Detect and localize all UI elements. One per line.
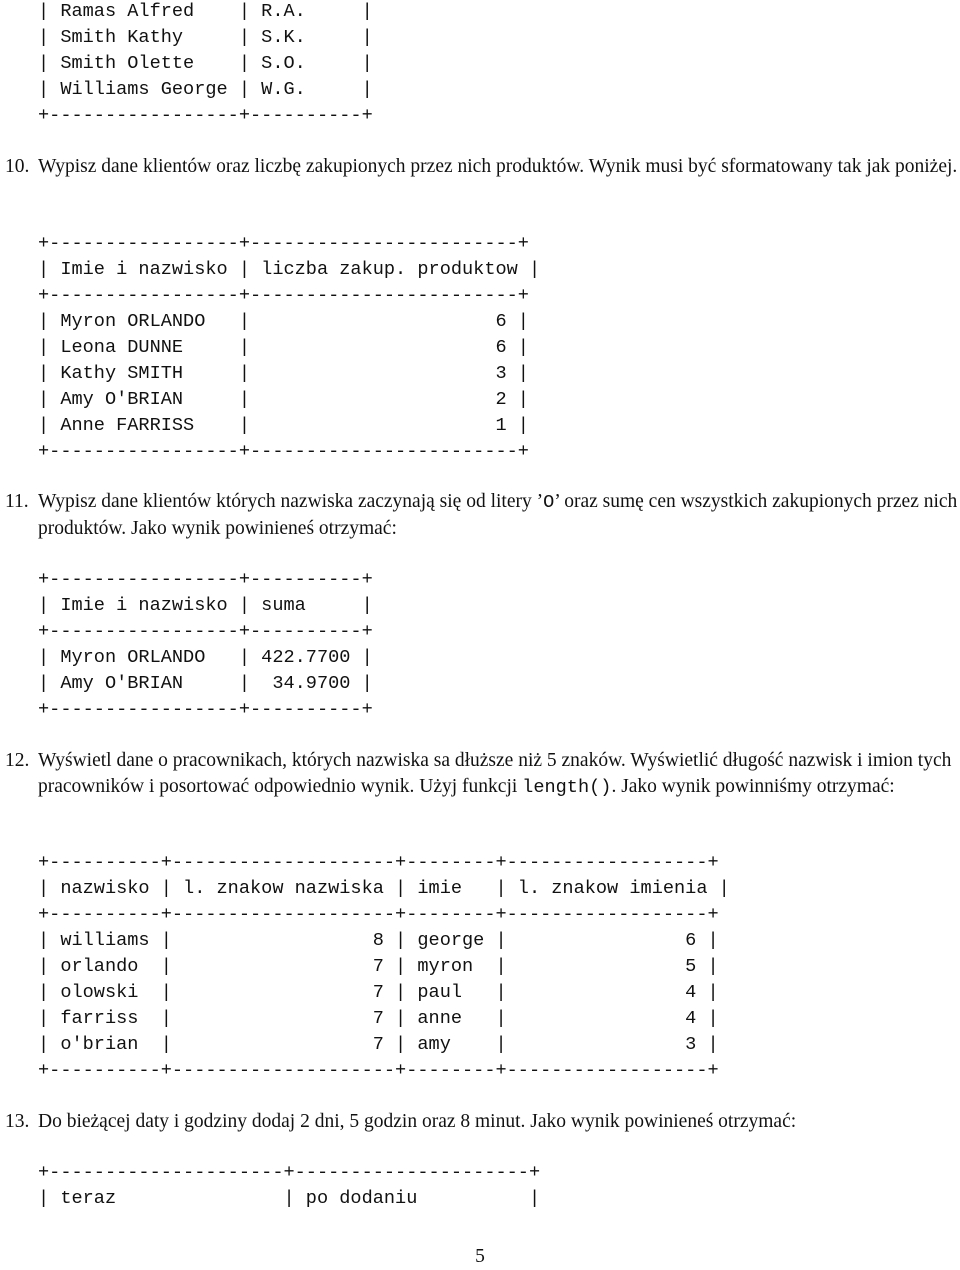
table-line: +----------+--------------------+--------+------------------+ [38,852,719,873]
page-number: 5 [475,1246,485,1267]
task-12 [5,748,960,801]
task-11-text-after: ’ oraz sumę cen wszystkich zakupionych przez nich produktów. Jako wynik powinieneś otrzymać: [38,491,958,539]
table-line: +-----------------+----------+ [38,699,373,720]
table-line: | Leona DUNNE | 6 | [38,337,529,358]
table-line: +-----------------+------------------------+ [38,285,529,306]
table-line: | nazwisko | l. znakow nazwiska | imie | l. znakow imienia | [38,878,730,899]
task-12-result-table [38,850,730,1084]
table-line: | Imie i nazwisko | suma | [38,595,373,616]
table-line: | teraz | po dodaniu | [38,1188,541,1209]
task-12-text-before: Wyświetl dane o pracownikach, których nazwiska sa dłuższe niż 5 znaków. Wyświetlić długość nazwisk i imion tych pracowników i posortować odpowiednio wynik. Użyj funkcji [38,750,952,797]
table-line: | Kathy SMITH | 3 | [38,363,529,384]
table-line: | Myron ORLANDO | 422.7700 | [38,647,373,668]
task-12-text-after: . Jako wynik powinniśmy otrzymać: [611,776,895,797]
task-13-text: Do bieżącej daty i godziny dodaj 2 dni, 5 godzin oraz 8 minut. Jako wynik powinieneś otrzymać: [38,1111,797,1132]
table-line: | Anne FARRISS | 1 | [38,415,529,436]
task-13-number: 13. [5,1111,30,1132]
table-line: | Imie i nazwisko | liczba zakup. produktow | [38,259,541,280]
table-line: | Smith Olette | S.O. | [38,53,373,74]
table-line: | williams | 8 | george | 6 | [38,930,719,951]
table-line: | Smith Kathy | S.K. | [38,27,373,48]
previous-result-table [38,0,373,129]
table-line: | Myron ORLANDO | 6 | [38,311,529,332]
table-line: +-----------------+----------+ [38,621,373,642]
table-line: | Ramas Alfred | R.A. | [38,1,373,22]
task-10 [5,154,960,180]
table-line: +----------+--------------------+--------+------------------+ [38,1060,719,1081]
table-line: +----------+--------------------+--------+------------------+ [38,904,719,925]
table-line: +-----------------+------------------------+ [38,233,529,254]
task-10-result-table [38,231,540,465]
task-11-code: O [543,492,555,513]
table-line: | farriss | 7 | anne | 4 | [38,1008,719,1029]
table-line: | Amy O'BRIAN | 34.9700 | [38,673,373,694]
task-12-number: 12. [5,750,30,771]
table-line: +-----------------+------------------------+ [38,441,529,462]
table-line: | Williams George | W.G. | [38,79,373,100]
task-13-result-table [38,1160,540,1212]
task-12-code: length() [522,777,612,798]
task-10-number: 10. [5,156,30,177]
table-line: +---------------------+---------------------+ [38,1162,541,1183]
table-line: +-----------------+----------+ [38,105,373,126]
task-11-text-before: Wypisz dane klientów których nazwiska zaczynają się od litery ’ [38,491,544,512]
task-11-result-table [38,567,373,723]
table-line: +-----------------+----------+ [38,569,373,590]
table-line: | o'brian | 7 | amy | 3 | [38,1034,719,1055]
task-11 [5,489,960,542]
task-10-text: Wypisz dane klientów oraz liczbę zakupionych przez nich produktów. Wynik musi być sformatowany tak jak poniżej. [38,156,958,177]
table-line: | orlando | 7 | myron | 5 | [38,956,719,977]
table-line: | Amy O'BRIAN | 2 | [38,389,529,410]
task-11-number: 11. [5,491,29,512]
task-13 [5,1109,960,1135]
table-line: | olowski | 7 | paul | 4 | [38,982,719,1003]
